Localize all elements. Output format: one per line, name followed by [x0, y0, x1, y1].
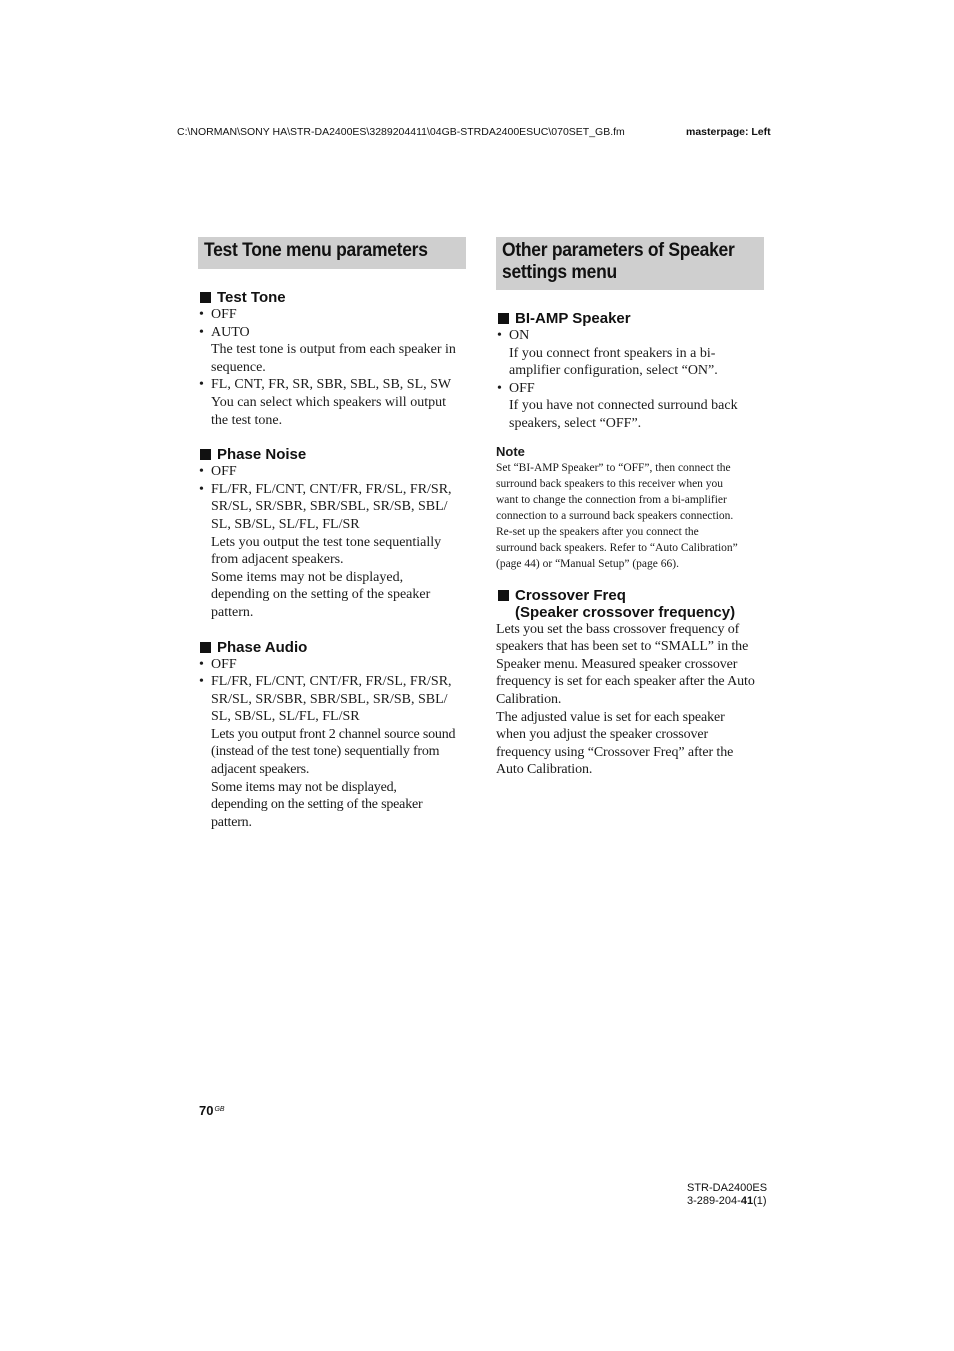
option-label: OFF [509, 380, 535, 396]
bullet-icon: • [199, 324, 204, 340]
masterpage-label: masterpage: Left [686, 126, 771, 138]
heading-phase-noise [198, 446, 466, 463]
text-line: Some items may not be displayed, [211, 779, 397, 795]
model-name: STR-DA2400ES [687, 1182, 768, 1194]
right-column [496, 237, 764, 779]
option-description [198, 534, 466, 622]
list-item [198, 324, 466, 342]
option-description [198, 341, 466, 376]
square-bullet-icon [200, 292, 211, 303]
list-item [496, 380, 764, 398]
option-label: FL, CNT, FR, SR, SBR, SBL, SB, SL, SW [211, 377, 452, 393]
text-line: (instead of the test tone) sequentially from [211, 744, 440, 760]
text-line: Speaker menu. Measured speaker crossover [496, 656, 738, 672]
note-title: Note [496, 443, 525, 459]
test-tone-options [198, 306, 466, 341]
option-label: OFF [211, 307, 237, 322]
heading-text: BI-AMP Speaker [515, 310, 631, 327]
text-line: Re-set up the speakers after you connect the [496, 525, 699, 538]
text-line: If you have not connected surround back [509, 398, 738, 414]
list-item [198, 673, 466, 726]
part-number-bold: 41 [740, 1195, 754, 1207]
test-tone-options-2 [198, 376, 466, 394]
list-item [198, 656, 466, 674]
text-line: pattern. [211, 604, 254, 620]
option-label: FL/FR, FL/CNT, CNT/FR, FR/SL, FR/SR, SR/SL, SR/SBR, SBR/SBL, SR/SB, SBL/ SL, SB/SL, SL/FL, FL/SR [211, 481, 452, 532]
banner-text: settings menu [502, 262, 617, 283]
text-line: speakers, select “OFF”. [509, 415, 642, 431]
option-label: ON [509, 328, 530, 343]
text-line: pattern. [211, 814, 252, 830]
text-line: surround back speakers. Refer to “Auto Calibration” [496, 541, 738, 554]
text-line: frequency using “Crossover Freq” after the [496, 744, 734, 760]
square-bullet-icon [200, 642, 211, 653]
option-label: OFF [211, 464, 237, 480]
part-number-suffix: (1) [753, 1195, 767, 1207]
page-suffix: GB [214, 1106, 225, 1113]
bullet-icon: • [199, 481, 204, 497]
text-line: Lets you output front 2 channel source sound [211, 726, 456, 742]
text-line: If you connect front speakers in a bi- [509, 345, 716, 361]
option-description [496, 345, 764, 380]
text-line: frequency is set for each speaker after the Auto [496, 674, 755, 690]
file-path: C:\NORMAN\SONY HA\STR-DA2400ES\3289204411\04GB-STRDA2400ESUC\070SET_GB.fm [177, 126, 625, 138]
text-line: speakers that has been set to “SMALL” in the [496, 639, 749, 655]
square-bullet-icon [498, 590, 509, 601]
text-line: Lets you output the test tone sequentially [211, 534, 442, 550]
heading-line: Crossover Freq [515, 586, 626, 604]
crossover-description [496, 621, 764, 779]
list-item [198, 306, 466, 324]
heading-text: Phase Audio [217, 638, 308, 656]
page-number-value: 70 [199, 1103, 214, 1118]
text-line: depending on the setting of the speaker [211, 797, 423, 813]
text-line: The adjusted value is set for each speaker [496, 709, 725, 725]
option-label: AUTO [211, 324, 250, 340]
bullet-icon: • [199, 377, 204, 393]
text-line: Set “BI-AMP Speaker” to “OFF”, then connect the [496, 461, 731, 474]
heading-text: Phase Noise [217, 446, 307, 464]
list-item [198, 481, 466, 534]
option-description [198, 726, 466, 832]
text-line: Some items may not be displayed, [211, 569, 404, 585]
part-number [687, 1195, 767, 1208]
heading-phase-audio [198, 639, 466, 656]
phase-audio-options [198, 656, 466, 726]
text-line: the test tone. [211, 412, 283, 428]
square-bullet-icon [200, 449, 211, 460]
note-body [496, 460, 764, 572]
banner-text: Test Tone menu parameters [204, 240, 428, 261]
section-banner-other-parameters [496, 237, 764, 290]
text-line: depending on the setting of the speaker [211, 587, 431, 603]
option-description [496, 397, 764, 432]
heading-text [515, 587, 735, 621]
option-label: OFF [211, 656, 237, 672]
heading-bi-amp-speaker [496, 310, 764, 327]
text-line: Lets you set the bass crossover frequency of [496, 621, 740, 637]
heading-line: (Speaker crossover frequency) [515, 603, 736, 621]
bi-amp-options-2 [496, 380, 764, 398]
text-line: You can select which speakers will output [211, 394, 446, 410]
list-item [198, 463, 466, 481]
bullet-icon: • [497, 328, 502, 343]
text-line: amplifier configuration, select “ON”. [509, 363, 718, 379]
option-description [198, 394, 466, 429]
text-line: Auto Calibration. [496, 762, 593, 778]
heading-test-tone [198, 289, 466, 306]
section-banner-test-tone-menu [198, 237, 466, 269]
bullet-icon: • [199, 674, 204, 690]
bullet-icon: • [497, 380, 502, 396]
model-code [687, 1182, 767, 1208]
option-label: FL/FR, FL/CNT, CNT/FR, FR/SL, FR/SR, SR/SL, SR/SBR, SBR/SBL, SR/SB, SBL/ SL, SB/SL, SL/FL, FL/SR [211, 674, 452, 725]
text-line: The test tone is output from each speaker in [211, 342, 456, 358]
square-bullet-icon [498, 313, 509, 324]
text-line: surround back speakers to this receiver when you [496, 477, 724, 490]
text-line: Calibration. [496, 691, 562, 707]
text-line: connection to a surround back speakers connection. [496, 509, 734, 522]
text-line: when you adjust the speaker crossover [496, 727, 709, 743]
bullet-icon: • [199, 464, 204, 480]
banner-text: Other parameters of Speaker [502, 240, 735, 261]
bullet-icon: • [199, 307, 204, 322]
bi-amp-options [496, 327, 764, 345]
heading-crossover-freq [496, 587, 764, 621]
text-line: adjacent speakers. [211, 762, 310, 778]
heading-text: Test Tone [217, 289, 286, 306]
part-number-prefix: 3-289-204- [687, 1195, 741, 1207]
text-line: from adjacent speakers. [211, 552, 344, 568]
text-line: sequence. [211, 359, 266, 375]
page-number [199, 1103, 225, 1118]
phase-noise-options [198, 463, 466, 533]
left-column [198, 237, 466, 831]
list-item [198, 376, 466, 394]
text-line: want to change the connection from a bi-amplifier [496, 493, 727, 506]
list-item [496, 327, 764, 345]
bullet-icon: • [199, 656, 204, 672]
text-line: (page 44) or “Manual Setup” (page 66). [496, 557, 679, 570]
